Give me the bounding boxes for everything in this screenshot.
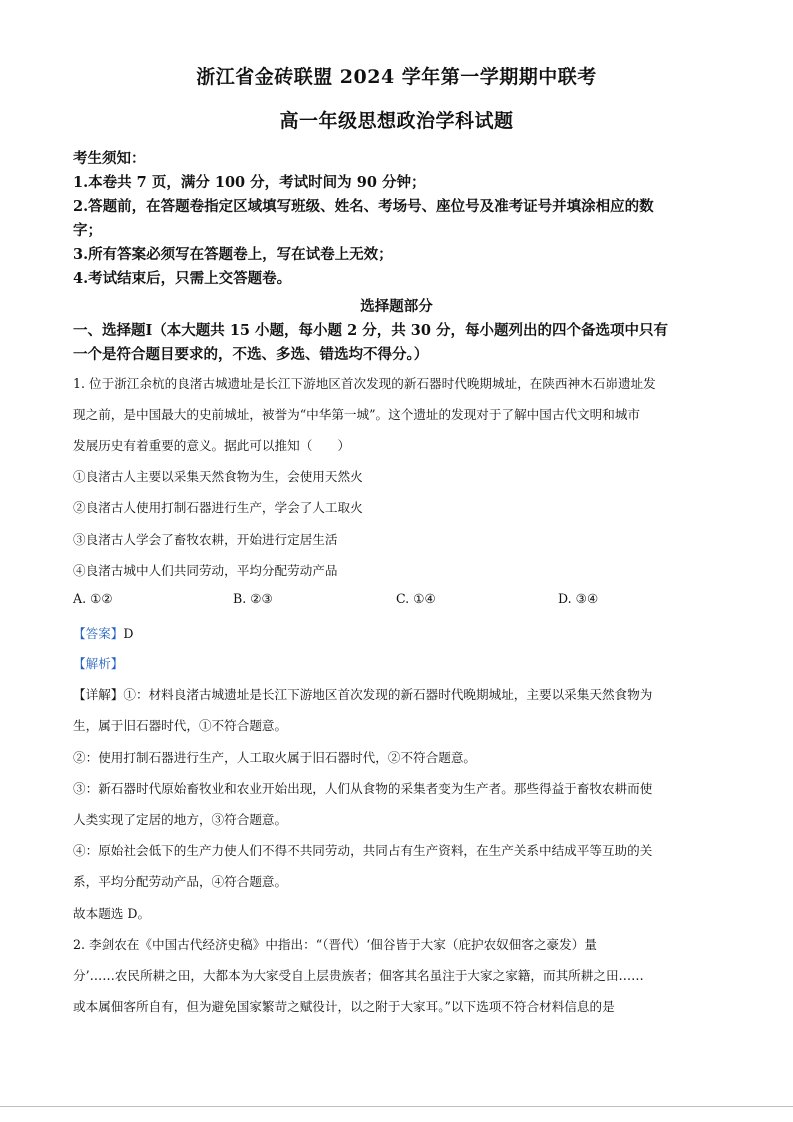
page-bottom-rule — [0, 1106, 793, 1107]
exam-title: 浙江省金砖联盟 2024 学年第一学期期中联考 — [196, 66, 597, 88]
notice-heading: 考生须知： — [73, 150, 146, 167]
q2-stem: 2. 李剑农在《中国古代经济史稿》中指出：“（晋代）‘佃谷皆于大家（庇护农奴佃客之豪发）量 — [73, 937, 597, 952]
q1-statement: ②良渚古人使用打制石器进行生产，学会了人工取火 — [73, 500, 363, 515]
notice-item: 1.本卷共 7 页，满分 100 分，考试时间为 90 分钟； — [73, 174, 426, 191]
section-intro: 一、选择题Ⅰ（本大题共 15 小题，每小题 2 分，共 30 分，每小题列出的四个备选项中只有 — [73, 322, 669, 339]
q1-option-c: C. ①④ — [396, 591, 436, 606]
notice-item: 4.考试结束后，只需上交答题卷。 — [73, 270, 292, 287]
answer-tag: 【答案】 — [73, 626, 124, 641]
section-title: 选择题部分 — [360, 298, 433, 315]
q1-detail: 生，属于旧石器时代，①不符合题意。 — [73, 718, 288, 733]
q1-stem: 1. 位于浙江余杭的良渚古城遗址是长江下游地区首次发现的新石器时代晚期城址，在陕西神木石峁遗址发 — [73, 376, 656, 391]
answer-value: D — [123, 626, 134, 641]
q1-stem: 现之前，是中国最大的史前城址，被誉为“中华第一城”。这个遗址的发现对于了解中国古代文明和城市 — [73, 407, 641, 422]
q1-option-d: D. ③④ — [558, 591, 599, 606]
notice-item: 2.答题前，在答题卷指定区域填写班级、姓名、考场号、座位号及准考证号并填涂相应的数 — [73, 198, 654, 215]
q1-stem: 发展历史有着重要的意义。据此可以推知（ ） — [73, 438, 351, 453]
q1-statement: ④良渚古城中人们共同劳动，平均分配劳动产品 — [73, 563, 338, 578]
analysis-tag: 【解析】 — [73, 656, 124, 671]
section-intro: 一个是符合题目要求的，不选、多选、错选均不得分。） — [73, 346, 429, 363]
detail-text: ①：材料良渚古城遗址是长江下游地区首次发现的新石器时代晚期城址，主要以采集天然食物为 — [123, 687, 653, 702]
q1-option-a: A. ①② — [73, 591, 113, 606]
q1-statement: ③良渚古人学会了畜牧农耕，开始进行定居生活 — [73, 532, 338, 547]
q1-detail: 系，平均分配劳动产品，④符合题意。 — [73, 874, 288, 889]
q1-detail — [73, 684, 723, 703]
q1-statement: ①良渚古人主要以采集天然食物为生，会使用天然火 — [73, 469, 363, 484]
q2-stem: 分’……农民所耕之田，大都本为大家受自上层贵族者；佃客其名虽注于大家之家籍，而其所耕之田…… — [73, 968, 644, 983]
q1-answer — [73, 623, 723, 642]
q1-detail: ②：使用打制石器进行生产，人工取火属于旧石器时代，②不符合题意。 — [73, 750, 476, 765]
q1-option-b: B. ②③ — [233, 591, 273, 606]
exam-subtitle: 高一年级思想政治学科试题 — [279, 110, 514, 132]
notice-item: 字； — [73, 222, 102, 239]
notice-item: 3.所有答案必须写在答题卷上，写在试卷上无效； — [73, 246, 393, 263]
q1-detail: ④：原始社会低下的生产力使人们不得不共同劳动，共同占有生产资料，在生产关系中结成平等互助的关 — [73, 843, 653, 858]
q1-detail: ③：新石器时代原始畜牧业和农业开始出现，人们从食物的采集者变为生产者。那些得益于畜牧农耕而使 — [73, 781, 653, 796]
q1-detail: 人类实现了定居的地方，③符合题意。 — [73, 812, 288, 827]
q1-conclusion: 故本题选 D。 — [73, 906, 151, 921]
q2-stem: 或本属佃客所自有，但为避免国家繁苛之赋役计，以之附于大家耳。”以下选项不符合材料信息的是 — [73, 999, 615, 1014]
detail-tag: 【详解】 — [73, 687, 124, 702]
